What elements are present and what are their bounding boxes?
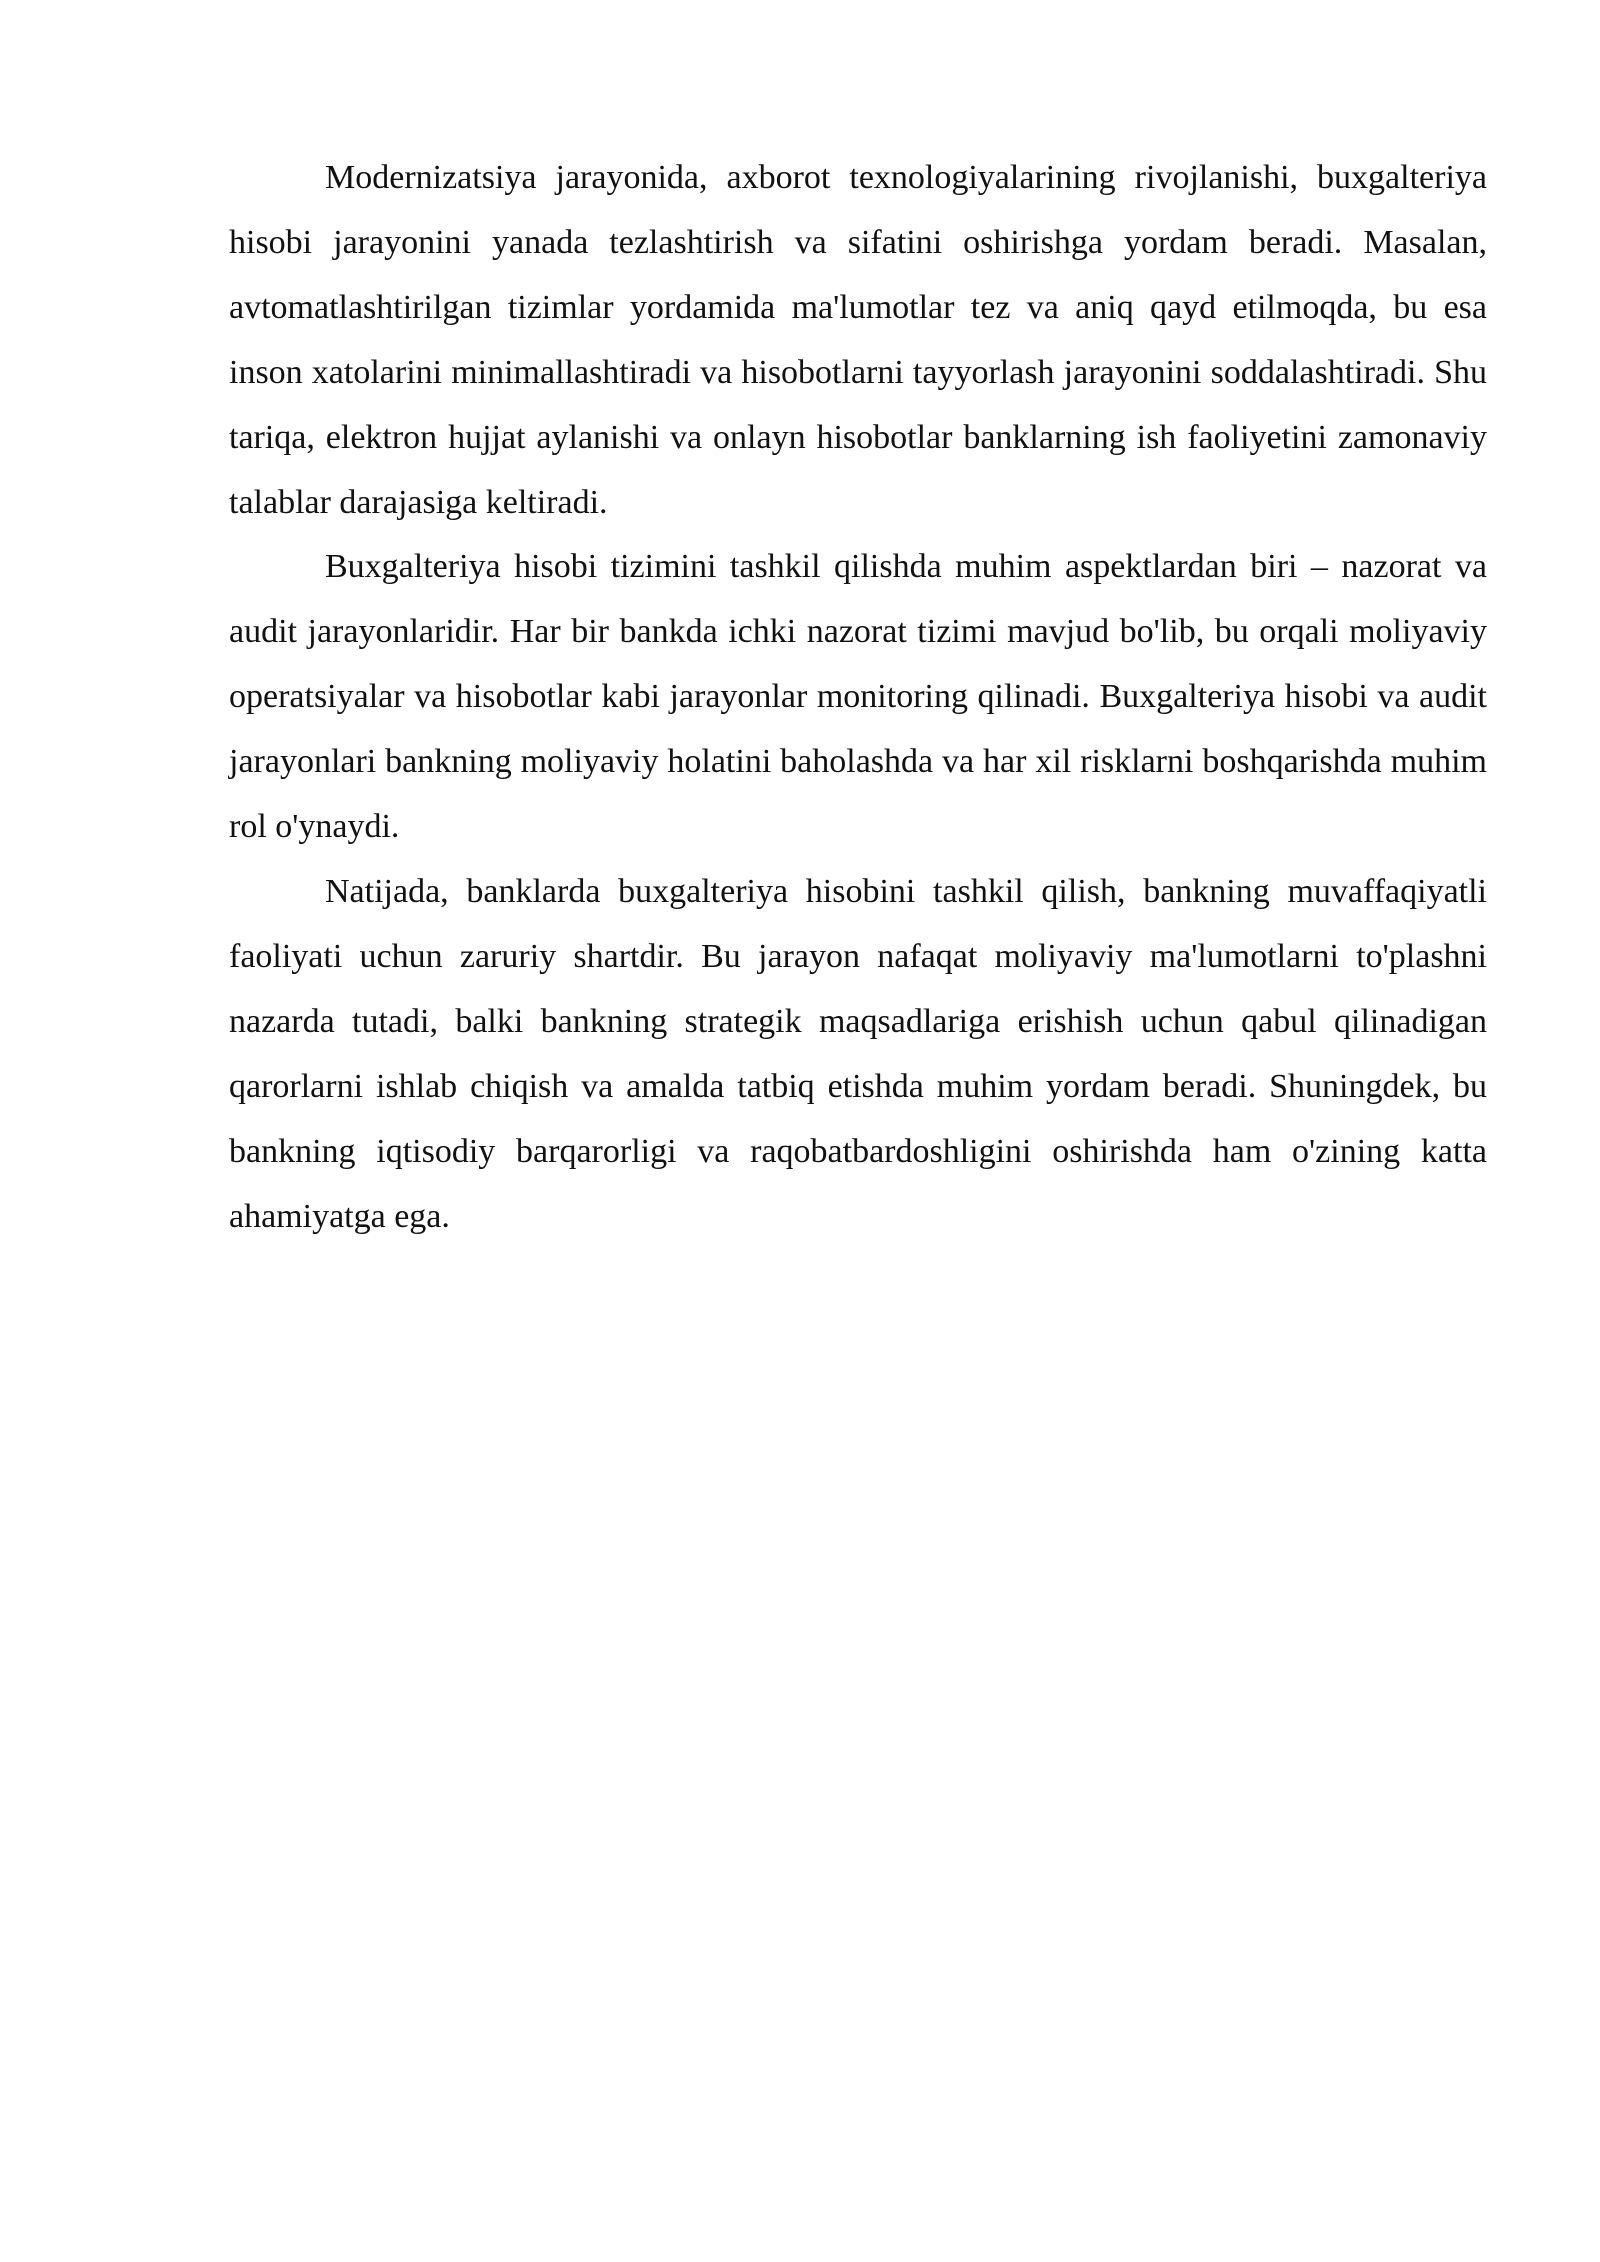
document-body	[229, 146, 1487, 1249]
paragraph-control-audit: Buxgalteriya hisobi tizimini tashkil qilishda muhim aspektlardan biri – nazorat va audit jarayonlaridir. Har bir bankda ichki nazorat tizimi mavjud bo'lib, bu orqali moliyaviy operatsiyalar va hisobotlar kabi jarayonlar monitoring qilinadi. Buxgalteriya hisobi va audit jarayonlari bankning moliyaviy holatini baholashda va har xil risklarni boshqarishda muhim rol o'ynaydi.	[229, 548, 1487, 846]
paragraph-modernization: Modernizatsiya jarayonida, axborot texnologiyalarining rivojlanishi, buxgalteriya hisobi jarayonini yanada tezlashtirish va sifatini oshirishga yordam beradi. Masalan, avtomatlashtirilgan tizimlar yordamida ma'lumotlar tez va aniq qayd etilmoqda, bu esa inson xatolarini minimallashtiradi va hisobotlarni tayyorlash jarayonini soddalashtiradi. Shu tariqa, elektron hujjat aylanishi va onlayn hisobotlar banklarning ish faoliyetini zamonaviy talablar darajasiga keltiradi.	[229, 159, 1487, 521]
paragraph-conclusion: Natijada, banklarda buxgalteriya hisobini tashkil qilish, bankning muvaffaqiyatli faoliyati uchun zaruriy shartdir. Bu jarayon nafaqat moliyaviy ma'lumotlarni to'plashni nazarda tutadi, balki bankning strategik maqsadlariga erishish uchun qabul qilinadigan qarorlarni ishlab chiqish va amalda tatbiq etishda muhim yordam beradi. Shuningdek, bu bankning iqtisodiy barqarorligi va raqobatbardoshligini oshirishda ham o'zining katta ahamiyatga ega.	[229, 872, 1487, 1235]
